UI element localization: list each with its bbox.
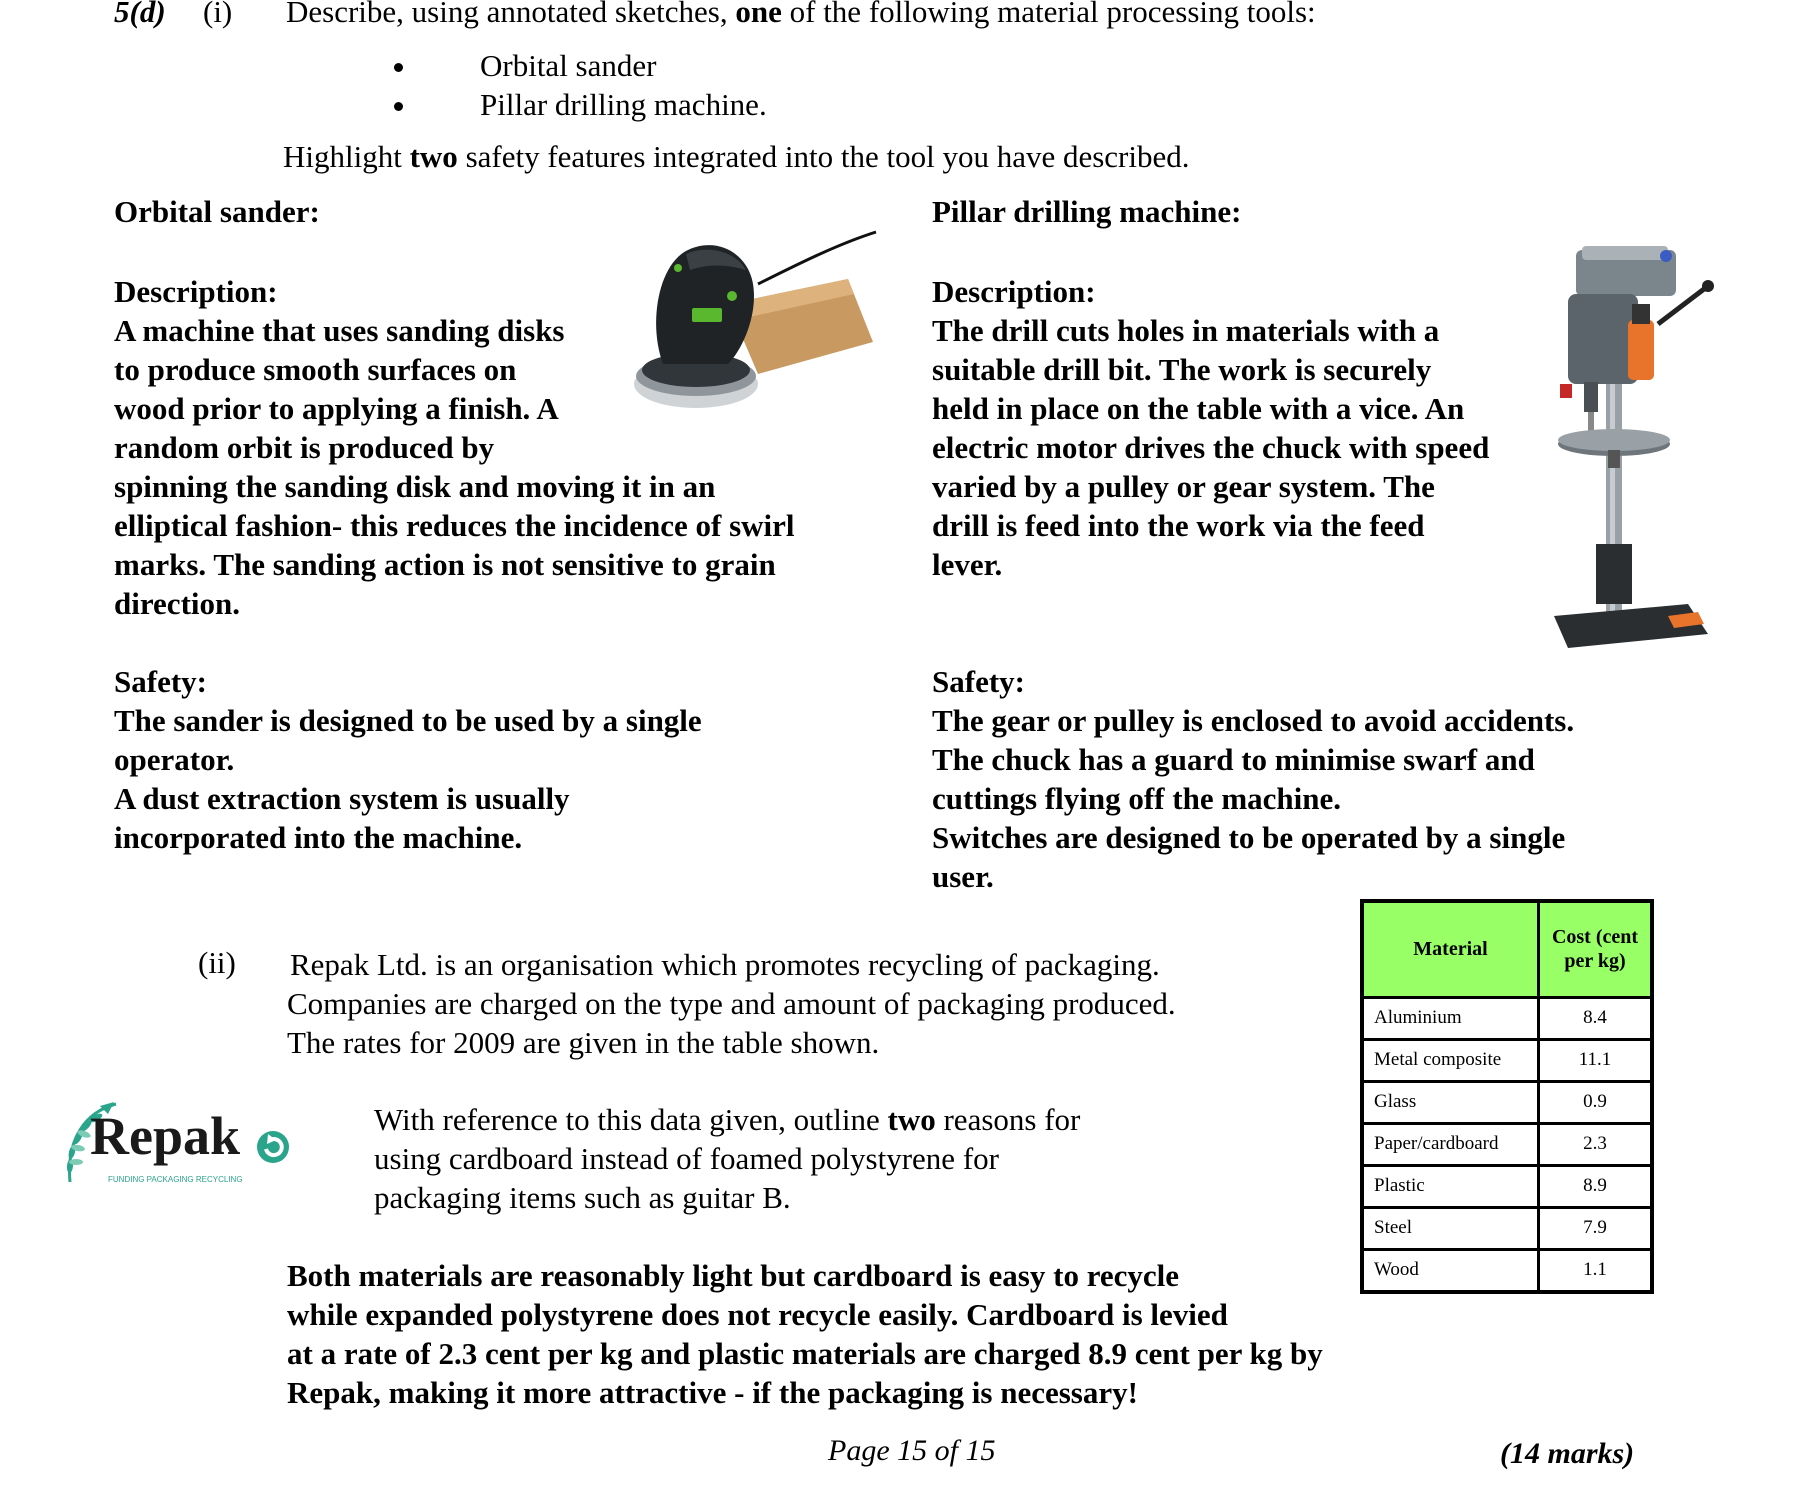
material-cell: Glass [1362,1081,1539,1123]
cost-cell: 7.9 [1539,1207,1653,1249]
drill-safety-line: The chuck has a guard to minimise swarf and [932,742,1535,777]
cost-cell: 11.1 [1539,1039,1653,1081]
part-ii-intro-line: Repak Ltd. is an organisation which promotes recycling of packaging. [290,947,1160,982]
sander-desc-line: wood prior to applying a finish. A [114,391,559,426]
part-ii-question-line [374,1100,1080,1139]
drill-safety-line: The gear or pulley is enclosed to avoid accidents. [932,703,1575,738]
sander-desc-line: A machine that uses sanding disks [114,313,565,348]
drill-desc-line: drill is feed into the work via the feed [932,508,1425,543]
drill-safety-line: user. [932,859,994,894]
logo-wordmark: Repak [90,1106,241,1166]
highlight-post: safety features integrated into the tool you have described. [457,139,1190,174]
part-ii-answer [287,1256,1323,1412]
table-header-cost: Cost (cent per kg) [1539,901,1653,997]
sander-desc-line: elliptical fashion- this reduces the incidence of swirl [114,508,795,543]
sander-safety-line: operator. [114,742,235,777]
drill-title: Pillar drilling machine: [932,194,1242,229]
table-row [1362,1165,1652,1207]
material-cell: Plastic [1362,1165,1539,1207]
drill-desc-line: held in place on the table with a vice. An [932,391,1465,426]
part-ii-question-line: using cardboard instead of foamed polystyrene for [374,1141,999,1176]
q-post: reasons for [935,1102,1081,1137]
sander-safety [114,662,874,857]
part-ii-label: (ii) [198,945,236,980]
drill-safety-heading: Safety: [932,664,1025,699]
cost-cell: 2.3 [1539,1123,1653,1165]
pillar-drill-photo-icon [1548,244,1718,654]
table-row [1362,1123,1652,1165]
part-ii-intro-line: The rates for 2009 are given in the table shown. [287,1025,880,1060]
drill-safety-line: cuttings flying off the machine. [932,781,1342,816]
drill-safety [932,662,1692,896]
sander-safety-heading: Safety: [114,664,207,699]
cost-cell: 8.4 [1539,997,1653,1039]
drill-desc-line: lever. [932,547,1003,582]
sander-desc-line: random orbit is produced by [114,430,495,465]
repak-rates-table [1360,899,1654,1294]
highlight-pre: Highlight [283,139,410,174]
sander-desc-line: marks. The sanding action is not sensitive to grain [114,547,776,582]
table-row [1362,1249,1652,1292]
cost-cell: 8.9 [1539,1165,1653,1207]
q-pre: With reference to this data given, outline [374,1102,888,1137]
sander-desc-line: to produce smooth surfaces on [114,352,517,387]
part-ii-intro [287,945,1176,1062]
intro-post: of the following material processing tools: [781,0,1316,29]
sander-safety-line: The sander is designed to be used by a single [114,703,702,738]
material-cell: Aluminium [1362,997,1539,1039]
sander-safety-line: incorporated into the machine. [114,820,523,855]
intro-pre: Describe, using annotated sketches, [286,0,736,29]
table-row [1362,1039,1652,1081]
drill-safety-line: Switches are designed to be operated by a single [932,820,1566,855]
drill-desc-line: The drill cuts holes in materials with a [932,313,1440,348]
sander-safety-line: A dust extraction system is usually [114,781,570,816]
page-number: Page 15 of 15 [828,1434,996,1467]
material-cell: Metal composite [1362,1039,1539,1081]
part-ii-question [374,1100,1080,1217]
table-row [1362,997,1652,1039]
drill-description [932,272,1552,584]
table-row [1362,1081,1652,1123]
highlight-instruction [283,139,1190,175]
sander-desc-heading: Description: [114,274,278,309]
drill-desc-line: electric motor drives the chuck with speed [932,430,1490,465]
q-bold: two [887,1102,936,1137]
answer-line: Repak, making it more attractive - if the packaging is necessary! [287,1375,1138,1410]
sander-desc-line: direction. [114,586,240,621]
answer-line: Both materials are reasonably light but cardboard is easy to recycle [287,1258,1180,1293]
recycle-arrow-icon [256,1130,290,1164]
repak-logo [56,1098,306,1190]
option-item: Pillar drilling machine. [390,85,767,124]
drill-desc-line: varied by a pulley or gear system. The [932,469,1435,504]
option-item: Orbital sander [390,46,767,85]
part-i-label: (i) [203,0,233,29]
question-intro [286,0,1316,30]
question-number: 5(d) [114,0,166,29]
material-cell: Steel [1362,1207,1539,1249]
drill-desc-heading: Description: [932,274,1096,309]
table-header-material: Material [1362,901,1539,997]
table-row [1362,1207,1652,1249]
marks-total: (14 marks) [1500,1437,1635,1470]
cost-cell: 0.9 [1539,1081,1653,1123]
answer-line: at a rate of 2.3 cent per kg and plastic materials are charged 8.9 cent per kg by [287,1336,1323,1371]
drill-desc-line: suitable drill bit. The work is securely [932,352,1432,387]
highlight-bold: two [409,139,458,174]
logo-tagline: FUNDING PACKAGING RECYCLING [108,1175,243,1184]
material-cell: Paper/cardboard [1362,1123,1539,1165]
sander-desc-line: spinning the sanding disk and moving it in an [114,469,716,504]
part-ii-question-line: packaging items such as guitar B. [374,1180,791,1215]
sander-title: Orbital sander: [114,194,320,229]
part-ii-intro-line: Companies are charged on the type and amount of packaging produced. [287,986,1176,1021]
answer-line: while expanded polystyrene does not recycle easily. Cardboard is levied [287,1297,1228,1332]
tool-options-list [390,46,767,124]
intro-bold: one [735,0,782,29]
cost-cell: 1.1 [1539,1249,1653,1292]
orbital-sander-photo-icon [628,224,878,414]
material-cell: Wood [1362,1249,1539,1292]
